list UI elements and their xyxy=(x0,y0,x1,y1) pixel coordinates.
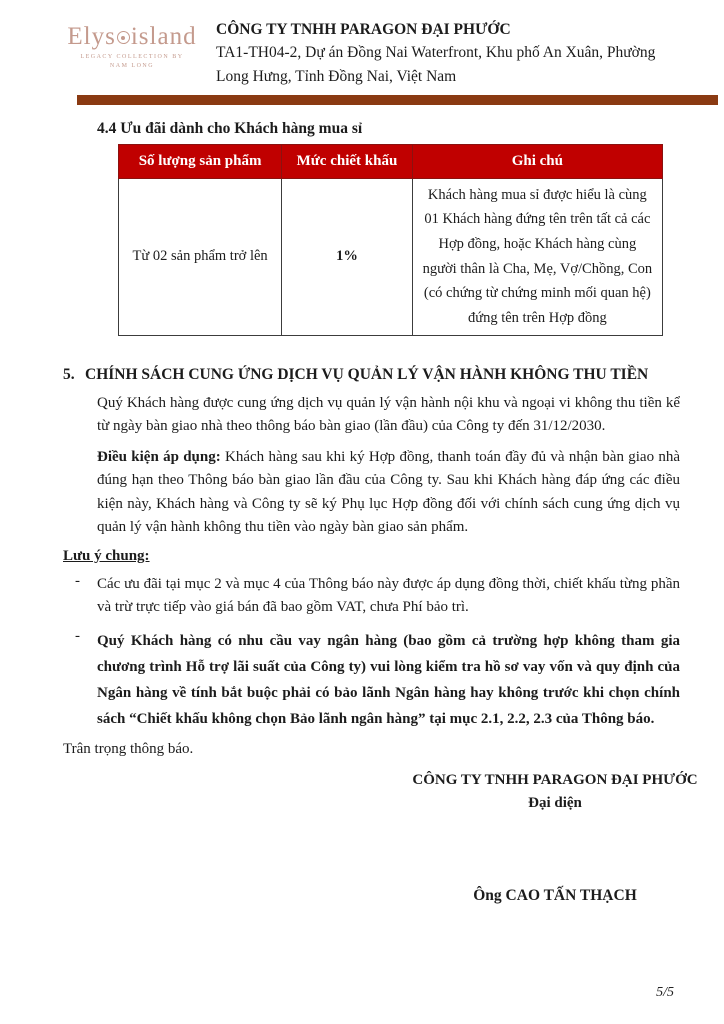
table-header-row xyxy=(119,144,663,178)
cell-note: Khách hàng mua sỉ được hiểu là cùng 01 Khách hàng đứng tên trên tất cả các Hợp đồng, hoặc Khách hàng cùng người thân là Cha, Mẹ, Vợ/Chồng, Con (có chứng từ chứng minh mối quan hệ) đứng tên trên Hợp đồng xyxy=(412,178,662,335)
section-5-heading xyxy=(63,366,680,384)
wholesale-discount-table xyxy=(118,144,663,336)
wholesale-discount-table-wrap xyxy=(118,144,663,336)
signature-role: Đại diện xyxy=(528,795,582,812)
section-5-paragraph-2 xyxy=(97,446,680,539)
condition-label: Điều kiện áp dụng: xyxy=(97,449,221,466)
brand-tagline-line2: NAM LONG xyxy=(109,63,155,69)
note-bullet-2-text: Quý Khách hàng có nhu cầu vay ngân hàng (bao gồm cả trường hợp không tham gia chương trình Hỗ trợ lãi suất của Công ty) vui lòng kiểm tra hồ sơ vay vốn và quy định của Ngân hàng về tính bắt buộc phải có bảo lãnh Ngân hàng hay không trước khi chọn chính sách “Chiết khấu không chọn Bảo lãnh ngân hàng” tại mục 2.1, 2.2, 2.3 của Thông báo. xyxy=(97,632,680,728)
note-bullet-1-text: Các ưu đãi tại mục 2 và mục 4 của Thông báo này được áp dụng đồng thời, chiết khấu từng phần và trừ trực tiếp vào giá bán đã bao gồm VAT, chưa Phí bảo trì. xyxy=(97,576,680,616)
brand-logo xyxy=(58,16,206,88)
notes-heading: Lưu ý chung: xyxy=(63,548,150,565)
signature-space xyxy=(395,815,715,887)
company-info xyxy=(206,16,684,88)
condition-text: Khách hàng sau khi ký Hợp đồng, thanh toán đầy đủ và nhận bàn giao nhà đúng hạn theo Thông báo bàn giao lần đầu của Công ty. Sau khi Khách hàng đáp ứng các điều kiện này, Khách hàng và Công ty sẽ ký Phụ lục Hợp đồng đối với chính sách cung ứng dịch vụ quản lý vận hành không thu tiền vào ngày bàn giao sản phẩm. xyxy=(97,449,681,535)
cell-discount: 1% xyxy=(282,178,413,335)
table-row xyxy=(119,178,663,335)
signature-block xyxy=(395,769,715,906)
closing-line: Trân trọng thông báo. xyxy=(63,740,194,757)
header-divider-bar xyxy=(77,95,718,105)
bullet-marker: - xyxy=(75,627,80,644)
signature-signer-name: Ông CAO TẤN THẠCH xyxy=(473,887,637,905)
section-4-4-heading: 4.4 Ưu đãi dành cho Khách hàng mua sỉ xyxy=(97,119,363,137)
brand-wordmark-left: Elys xyxy=(67,23,116,50)
section-5-title: CHÍNH SÁCH CUNG ỨNG DỊCH VỤ QUẢN LÝ VẬN HÀNH KHÔNG THU TIỀN xyxy=(85,365,649,383)
note-bullet-1 xyxy=(75,573,680,620)
company-address: TA1-TH04-2, Dự án Đồng Nai Waterfront, Khu phố An Xuân, Phường Long Hưng, Tỉnh Đồng Nai, Việt Nam xyxy=(216,44,656,85)
compass-icon xyxy=(117,31,130,44)
column-header-note: Ghi chú xyxy=(412,144,662,178)
column-header-quantity: Số lượng sản phẩm xyxy=(119,144,282,178)
cell-quantity: Từ 02 sản phẩm trở lên xyxy=(119,178,282,335)
brand-tagline xyxy=(58,53,206,71)
brand-tagline-line1: LEGACY COLLECTION BY xyxy=(80,54,184,60)
section-5-number: 5. xyxy=(63,365,75,383)
signature-company-name: CÔNG TY TNHH PARAGON ĐẠI PHƯỚC xyxy=(412,771,698,788)
column-header-discount: Mức chiết khấu xyxy=(282,144,413,178)
page-number: 5/5 xyxy=(656,985,674,1000)
brand-wordmark xyxy=(58,24,206,49)
note-bullet-2 xyxy=(75,628,680,733)
letterhead xyxy=(0,0,724,88)
document-body xyxy=(0,105,724,906)
section-5-paragraph-1: Quý Khách hàng được cung ứng dịch vụ quản lý vận hành nội khu và ngoại vi không thu tiền kể từ ngày bàn giao nhà theo thông báo bàn giao (lần đầu) của Công ty đến 31/12/2030. xyxy=(97,394,680,434)
bullet-marker: - xyxy=(75,573,80,590)
brand-wordmark-right: island xyxy=(130,23,197,50)
company-name: CÔNG TY TNHH PARAGON ĐẠI PHƯỚC xyxy=(216,21,511,38)
